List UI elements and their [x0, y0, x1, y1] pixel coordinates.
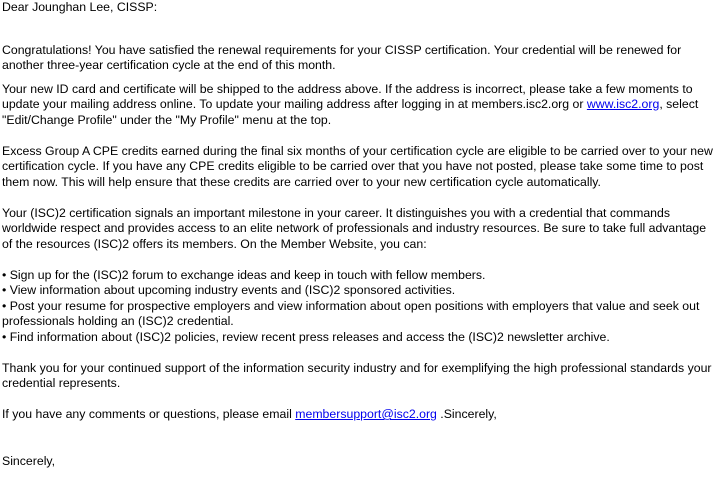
paragraph-cpe-credits: Excess Group A CPE credits earned during the final six months of your certification cycle are eligible to be carried over to your new certification cycle. If you have any CPE credits eligible to be carried over that you have not posted, please take some time to post them now. This will help ensure that these credits are carried over to your new certification cycle automatically.	[2, 143, 713, 189]
list-item: • Find information about (ISC)2 policies, review recent press releases and access the (ISC)2 newsletter archive.	[2, 329, 610, 344]
list-item: • Post your resume for prospective employers and view information about open positions with employers that value and seek out professionals holding an (ISC)2 credential.	[2, 298, 700, 328]
paragraph-id-card	[2, 82, 718, 129]
list-item: • Sign up for the (ISC)2 forum to exchange ideas and keep in touch with fellow members.	[2, 267, 486, 282]
paragraph-id-card-text: Your new ID card and certificate will be shipped to the address above. If the address is incorrect, please take a few moments to update your mailing address online. To update your mailing address after logging in at members.isc2.org or	[2, 81, 693, 111]
isc2-website-link[interactable]: www.isc2.org	[586, 97, 660, 111]
paragraph-id-card-after: , select "Edit/Change Profile" under the "My Profile" menu at the top.	[2, 97, 699, 127]
membersupport-email-link[interactable]: membersupport@isc2.org	[295, 407, 437, 421]
closing: Sincerely,	[2, 453, 56, 468]
list-item: • View information about upcoming industry events and (ISC)2 sponsored activities.	[2, 283, 456, 297]
email-body	[2, 0, 718, 469]
benefits-list	[2, 268, 718, 346]
paragraph-contact-after: .Sincerely,	[436, 407, 497, 421]
paragraph-contact-text: If you have any comments or questions, please email	[2, 407, 296, 421]
greeting: Dear Jounghan Lee, CISSP:	[2, 0, 158, 14]
paragraph-thank-you: Thank you for your continued support of the information security industry and for exemplifying the high professional standards your credential represents.	[2, 360, 712, 390]
paragraph-contact	[2, 407, 718, 423]
paragraph-congratulations: Congratulations! You have satisfied the renewal requirements for your CISSP certification. Your credential will be renewed for another three-year certification cycle at the end of this month.	[2, 42, 682, 72]
paragraph-certification-milestone: Your (ISC)2 certification signals an important milestone in your career. It distinguishes you with a credential that commands worldwide respect and provides access to an elite network of professionals and industry resources. Be sure to take full advantage of the resources (ISC)2 offers its members. On the Member Website, you can:	[2, 205, 707, 251]
